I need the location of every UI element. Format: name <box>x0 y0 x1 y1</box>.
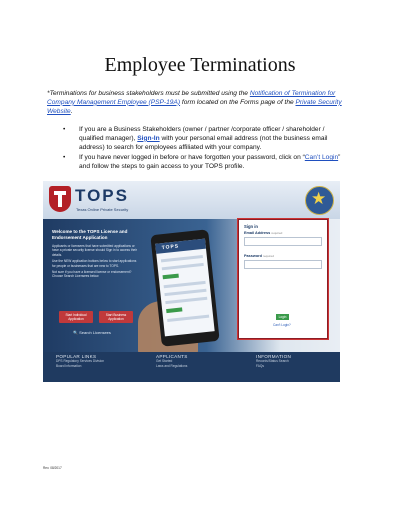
phone-header <box>155 239 206 254</box>
tops-brand: TOPS <box>75 186 129 205</box>
footer-link[interactable]: Records/Status Search <box>256 359 289 363</box>
phone-screen <box>155 239 214 337</box>
instruction-list <box>63 126 345 174</box>
phone-row <box>164 289 206 296</box>
sign-in-link[interactable]: Sign-In <box>137 134 160 142</box>
sign-in-panel <box>238 219 328 339</box>
footer-heading: APPLICANTS <box>156 354 188 359</box>
phone-brand: TOPS <box>161 243 180 252</box>
phone-row <box>165 297 207 304</box>
search-licensees-label: Search Licensees <box>79 330 111 335</box>
tops-header <box>43 181 340 219</box>
bullet-text: If you are a Business Stakeholders (owner / partner /corporate officer / shareholder / qualified manager), <box>79 126 325 142</box>
tops-shield-icon <box>49 186 71 212</box>
footer-column-applicants <box>156 354 188 368</box>
password-label-text: Password <box>244 254 262 258</box>
cant-login-link[interactable]: Can’t Login <box>304 154 339 162</box>
footer-column-popular <box>56 354 104 368</box>
terminations-note <box>47 90 347 116</box>
footer-link[interactable]: Get Started <box>156 359 173 363</box>
tops-website-screenshot <box>43 181 340 382</box>
phone-image <box>150 229 219 346</box>
page-title: Employee Terminations <box>104 54 296 76</box>
phone-row <box>167 315 209 322</box>
cant-login-link-screenshot[interactable]: Can't Login? <box>273 323 291 327</box>
phone-row <box>162 263 204 270</box>
welcome-paragraph: Not sure if you have a licensed license or endorsement? Choose Search Licensees below. <box>52 270 132 279</box>
email-label-text: Email Address <box>244 231 271 235</box>
welcome-paragraph: Use the NEW application buttons below to start applications for people or businesses that are new to TOPS. <box>52 259 137 268</box>
phone-button <box>163 274 179 280</box>
footer-heading: INFORMATION <box>256 354 292 359</box>
password-label <box>244 254 274 258</box>
private-security-website-link[interactable]: Private Security Website <box>47 98 342 115</box>
footer-link[interactable]: Laws and Regulations <box>156 363 188 368</box>
note-text-suffix: . <box>70 107 73 115</box>
footer-link[interactable]: Board Information <box>56 363 82 368</box>
required-marker: required <box>271 231 283 235</box>
tops-brand-subtitle: Texas Online Private Security <box>76 207 129 212</box>
phone-row <box>161 255 203 262</box>
footer-column-information <box>256 354 291 368</box>
start-business-application-button[interactable]: Start Business Application <box>99 311 133 323</box>
start-individual-application-button[interactable]: Start Individual Application <box>59 311 93 323</box>
bullet-text: with your personal email address (not the business email address) to search for employees affiliated with your company. <box>79 134 328 151</box>
required-marker: required <box>263 254 275 258</box>
bullet-text: ” and follow the steps to gain access to your TOPS profile. <box>79 154 341 171</box>
list-item <box>63 126 345 152</box>
email-label <box>244 231 282 235</box>
login-button[interactable]: Login <box>276 314 289 320</box>
revision-date: Rev. 08/2017 <box>43 466 62 470</box>
dps-seal-icon <box>305 186 334 215</box>
search-licensees-link[interactable]: 🔍 Search Licensees <box>73 330 111 335</box>
welcome-text <box>52 244 138 281</box>
password-field[interactable] <box>244 260 322 269</box>
note-text-prefix: *Terminations for business stakeholders must be submitted using the <box>47 90 250 97</box>
welcome-paragraph: Applicants or licensees that have submitted applications or have a private security license should Sign in to access their details. <box>52 244 138 257</box>
psp19a-form-link[interactable]: Notification of Termination for Company Management Employee (PSP-19A) <box>47 90 336 106</box>
sign-in-title: Sign in <box>244 224 258 229</box>
bullet-text: If you have never logged in before or have forgotten your password, click on “ <box>79 154 305 162</box>
note-text-middle: form located on the Forms page of the <box>180 98 296 106</box>
welcome-title: Welcome to the TOPS License and Endorsement Application <box>52 229 128 240</box>
footer-link[interactable]: DPS Regulatory Services Division <box>56 359 105 363</box>
footer-link[interactable]: FAQs <box>256 363 264 368</box>
phone-row <box>164 281 206 288</box>
phone-button <box>166 307 182 313</box>
email-field[interactable] <box>244 237 322 246</box>
footer-heading: POPULAR LINKS <box>56 354 97 359</box>
list-item <box>63 154 345 172</box>
